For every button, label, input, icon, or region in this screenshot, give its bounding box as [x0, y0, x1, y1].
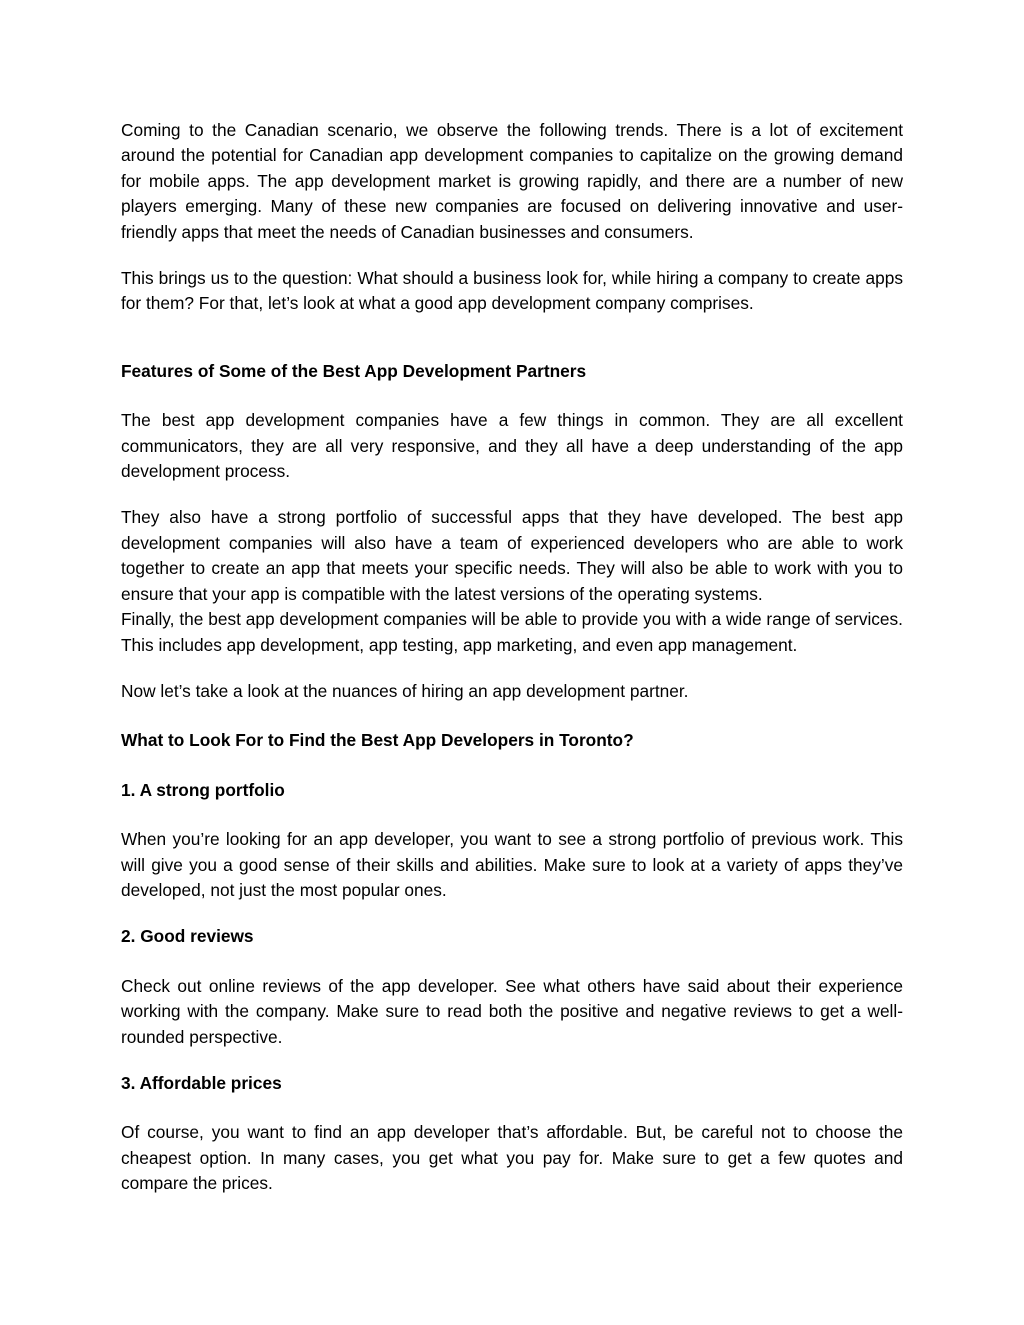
- subheading-strong-portfolio: 1. A strong portfolio: [121, 779, 285, 800]
- intro-paragraph-canadian-scenario: Coming to the Canadian scenario, we observe the following trends. There is a lot of excitement around the potential for Canadian app development companies to capitalize on the growing demand for mobile apps. The app development market is growing rapidly, and there are a number of new players emerging. Many of these new companies are focused on delivering innovative and user-friendly apps that meet the needs of Canadian businesses and consumers.: [121, 120, 903, 242]
- transition-paragraph-nuances: Now let’s take a look at the nuances of hiring an app development partner.: [121, 680, 689, 701]
- section-heading-what-to-look-for: What to Look For to Find the Best App Developers in Toronto?: [121, 730, 634, 751]
- subheading-good-reviews: 2. Good reviews: [121, 926, 254, 947]
- features-paragraph-common: The best app development companies have a few things in common. They are all excellent communicators, they are all very responsive, and they all have a deep understanding of the app development process.: [121, 410, 903, 482]
- reviews-paragraph: Check out online reviews of the app developer. See what others have said about their experience working with the company. Make sure to read both the positive and negative reviews to get a well-rounded perspective.: [121, 975, 903, 1047]
- document-body: [121, 118, 903, 1197]
- subheading-affordable-prices: 3. Affordable prices: [121, 1072, 282, 1093]
- section-heading-features: Features of Some of the Best App Development Partners: [121, 360, 587, 381]
- portfolio-paragraph: When you’re looking for an app developer, you want to see a strong portfolio of previous work. This will give you a good sense of their skills and abilities. Make sure to look at a variety of apps they’ve developed, not just the most popular ones.: [121, 829, 903, 900]
- intro-paragraph-question: This brings us to the question: What should a business look for, while hiring a company to create apps for them? For that, let’s look at what a good app development company comprises.: [121, 268, 903, 314]
- prices-paragraph: Of course, you want to find an app developer that’s affordable. But, be careful not to choose the cheapest option. In many cases, you get what you pay for. Make sure to get a few quotes and compare the prices.: [121, 1122, 903, 1194]
- features-paragraph-portfolio: They also have a strong portfolio of successful apps that they have developed. The best app development companies will also have a team of experienced developers who are able to work together to create an app that meets your specific needs. They will also be able to work with you to ensure that your app is compatible with the latest versions of the operating systems.: [121, 507, 903, 604]
- features-paragraph-services: Finally, the best app development companies will be able to provide you with a wide range of services. This includes app development, app testing, app marketing, and even app management.: [121, 609, 903, 655]
